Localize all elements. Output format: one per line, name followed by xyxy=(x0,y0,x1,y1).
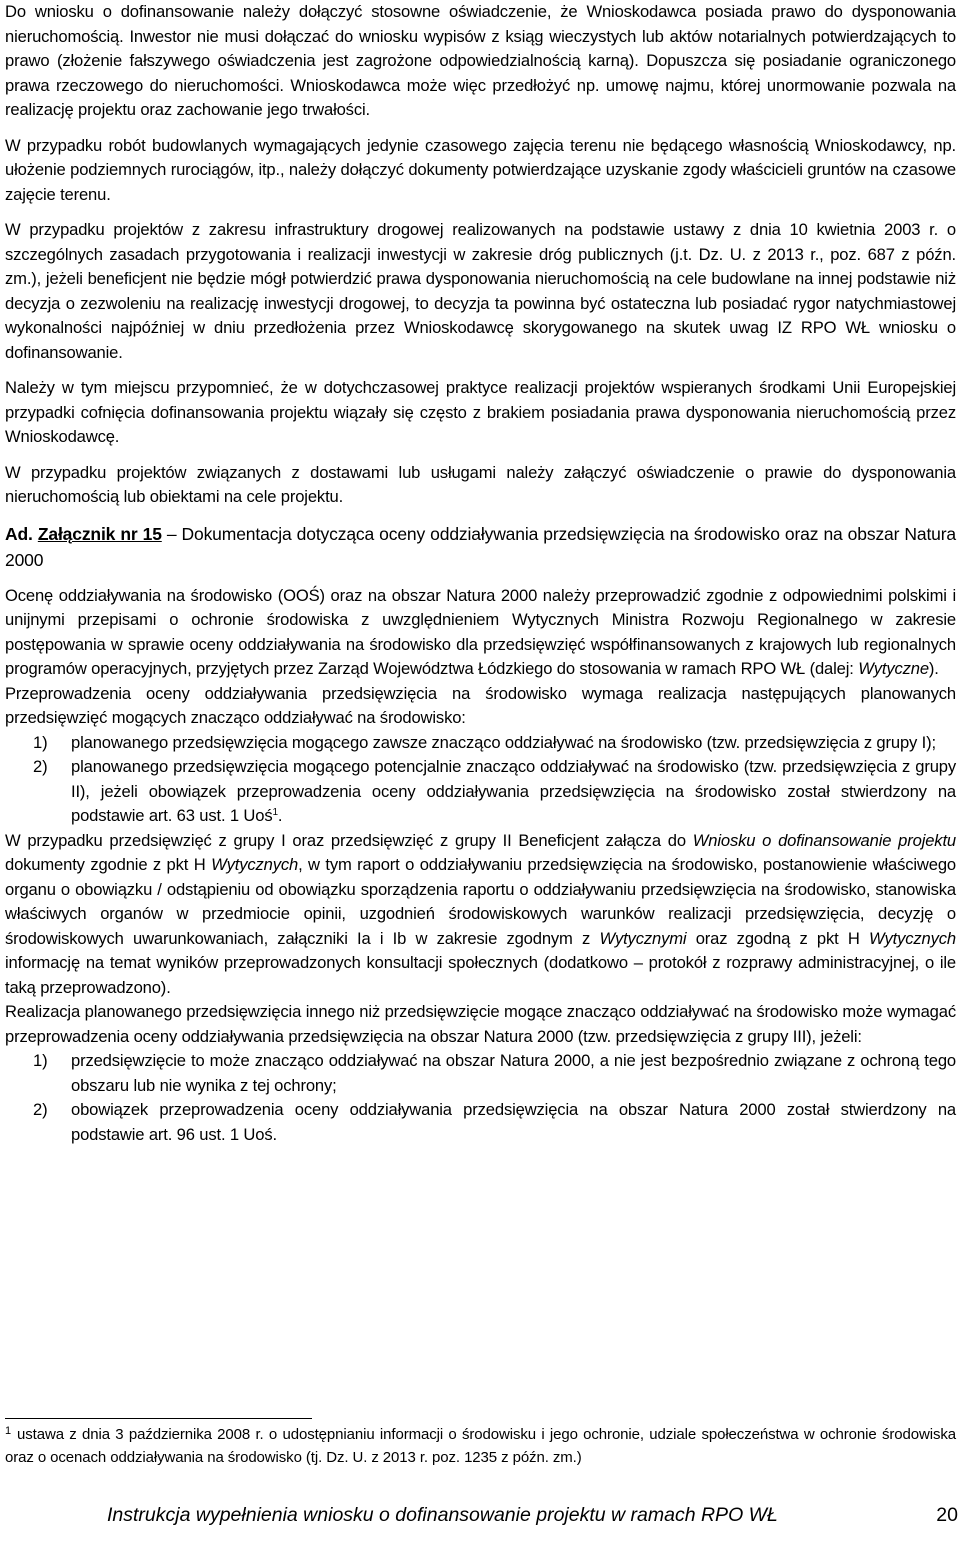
heading-ad: Ad. xyxy=(5,523,33,544)
list-item-text: planowanego przedsięwzięcia mogącego zawsze znacząco oddziaływać na środowisko (tzw. przedsięwzięcia z grupy I); xyxy=(71,732,936,752)
list-item-text: przedsięwzięcie to może znacząco oddziaływać na obszar Natura 2000, a nie jest bezpośrednio związane z ochroną tego obszaru lub nie wynika z tej ochrony; xyxy=(71,1051,956,1095)
page-number: 20 xyxy=(936,1504,958,1526)
list-number: 1) xyxy=(33,1051,48,1070)
text-run: dokumenty zgodnie z pkt H xyxy=(5,855,212,874)
paragraph-temporary-land-use: W przypadku robót budowlanych wymagających jedynie czasowego zajęcia terenu nie będącego własnością Wnioskodawcy, np. ułożenie podziemnych rurociągów, itp., należy dołączyć dokumenty potwierdzające uzyskanie zgody właścicieli gruntów na czasowe zajęcie terenu. xyxy=(5,135,956,204)
list-item xyxy=(5,1049,956,1098)
text-run: ). xyxy=(928,659,939,678)
text-run: , w tym raport o oddziaływaniu przedsięwzięcia na środowisko, postanowienie właściwego organu o obowiązku / odstąpieniu od obowiązku sporządzenia raportu o oddziaływaniu przedsięwzięcia na środowisko, stanowiska właściwych organów w przedmiocie opinii, uzgodnień środowiskowych warunków realizacji przedsięwzięcia, decyzję o środowiskowych uwarunkowaniach, załączniki Ia i Ib w zakresie zgodnym z xyxy=(5,855,956,948)
text-run-italic: Wytycznymi xyxy=(599,928,687,948)
list-item-tail: . xyxy=(277,806,283,825)
page-footer xyxy=(0,1504,960,1534)
text-run-italic: Wytycznych xyxy=(211,855,299,874)
footnote-mark: 1 xyxy=(5,1425,12,1437)
paragraph-beneficiary-documents xyxy=(5,829,956,1001)
text-run: W przypadku przedsięwzięć z grupy I oraz przedsięwzięć z grupy II Beneficjent załącza do xyxy=(5,830,693,850)
footnote-divider xyxy=(5,1418,312,1419)
paragraph-road-infrastructure: W przypadku projektów z zakresu infrastruktury drogowej realizowanych na podstawie ustawy z dnia 10 kwietnia 2003 r. o szczególnych zasadach przygotowania i realizacji inwestycji w zakresie dróg publicznych (j.t. Dz. U. z 2013 r., poz. 687 z późn. zm.), jeżeli beneficjent nie będzie mógł potwierdzić prawa dysponowania nieruchomością na cele budowlane na innej podstawie niż decyzja o zezwoleniu na realizację inwestycji drogowej, to decyzja ta powinna być ostateczna lub posiadać rygor natychmiastowej wykonalności najpóźniej w dniu przedłożenia przez Wnioskodawcę skorygowanego na skutek uwag IZ RPO WŁ wniosku o dofinansowanie. xyxy=(5,220,956,362)
paragraph-natura-2000: Realizacja planowanego przedsięwzięcia innego niż przedsięwzięcie mogące znacząco oddziaływać na środowisko może wymagać przeprowadzenia oceny oddziaływania przedsięwzięcia na obszar Natura 2000 (tzw. przedsięwzięcia z grupy III), jeżeli: xyxy=(5,1002,956,1046)
heading-dash: – xyxy=(161,523,182,544)
footnote-reference[interactable]: 1 xyxy=(272,807,278,818)
list-item xyxy=(5,731,956,756)
footnote xyxy=(5,1420,956,1469)
text-run: Ocenę oddziaływania na środowisko (OOŚ) oraz na obszar Natura 2000 należy przeprowadzić zgodnie z odpowiednimi polskimi i unijnymi przepisami o ochronie środowiska z uwzględnieniem Wytycznych Ministra Rozwoju Regionalnego w zakresie postępowania w sprawie oceny oddziaływania na środowisko dla przedsięwzięć współfinansowanych z krajowych lub regionalnych programów operacyjnych, przyjętych przez Zarząd Województwa Łódzkiego do stosowania w ramach RPO WŁ (dalej: xyxy=(5,585,956,678)
paragraph-eu-practice: Należy w tym miejscu przypomnieć, że w dotychczasowej praktyce realizacji projektów wspieranych środkami Unii Europejskiej przypadki cofnięcia dofinansowania projektu wiązały się często z brakiem posiadania prawa dysponowania nieruchomością przez Wnioskodawcę. xyxy=(5,378,956,446)
list-project-groups xyxy=(5,731,956,829)
document-body xyxy=(5,0,956,1147)
list-number: 1) xyxy=(33,732,48,752)
paragraph-property-rights: Do wniosku o dofinansowanie należy dołączyć stosowne oświadczenie, że Wnioskodawca posiada prawo do dysponowania nieruchomością. Inwestor nie musi dołączać do wniosku wypisów z ksiąg wieczystych lub aktów notarialnych potwierdzających to prawo (złożenie fałszywego oświadczenia jest zagrożone odpowiedzialnością karną). Dopuszcza się posiadanie ograniczonego prawa rzeczowego do nieruchomości. Wnioskodawca może więc przedłożyć np. umowę najmu, której unormowanie pozwala na realizację projektu oraz zachowanie jego trwałości. xyxy=(5,2,956,119)
text-run-italic: Wniosku o dofinansowanie projektu xyxy=(692,830,956,850)
paragraph-supplies-services: W przypadku projektów związanych z dostawami lub usługami należy załączyć oświadczenie o prawie do dysponowania nieruchomością lub obiektami na cele projektu. xyxy=(5,462,956,506)
footer-title: Instrukcja wypełnienia wniosku o dofinansowanie projektu w ramach RPO WŁ xyxy=(107,1504,778,1526)
heading-title: Dokumentacja dotycząca oceny oddziaływania przedsięwzięcia na środowisko oraz na obszar Natura 2000 xyxy=(5,523,956,570)
paragraph-assessment-required: Przeprowadzenia oceny oddziaływania przedsięwzięcia na środowisko wymaga realizacja następujących planowanych przedsięwzięć mogących znacząco oddziaływać na środowisko: xyxy=(5,683,956,727)
text-run: oraz zgodną z pkt H xyxy=(686,928,869,948)
list-number: 2) xyxy=(33,1100,48,1119)
section-heading xyxy=(5,521,956,573)
list-item xyxy=(5,755,956,829)
paragraph-oos-intro xyxy=(5,584,956,682)
list-natura-conditions xyxy=(5,1049,956,1147)
list-number: 2) xyxy=(33,757,48,776)
list-item-text: planowanego przedsięwzięcia mogącego potencjalnie znacząco oddziaływać na środowisko (tzw. przedsięwzięcia z grupy II), jeżeli obowiązek przeprowadzenia oceny oddziaływania przedsięwzięcia na środowisko został stwierdzony na podstawie art. 63 ust. 1 Uoś xyxy=(71,757,956,825)
text-run-italic: Wytycznych xyxy=(869,928,957,948)
list-item xyxy=(5,1098,956,1147)
heading-attachment-label: Załącznik nr 15 xyxy=(37,523,162,544)
footnote-text: ustawa z dnia 3 października 2008 r. o udostępnianiu informacji o środowisku i jego ochronie, udziale społeczeństwa w ochronie środowiska oraz o ocenach oddziaływania na środowisko (tj. Dz. U. z 2013 r. poz. 1235 z późn. zm.) xyxy=(5,1426,956,1466)
text-run: informację na temat wyników przeprowadzonych konsultacji społecznych (dodatkowo – protokół z rozprawy administracyjnej, o ile taką przeprowadzono). xyxy=(5,953,956,997)
list-item-text: obowiązek przeprowadzenia oceny oddziaływania przedsięwzięcia na obszar Natura 2000 został stwierdzony na podstawie art. 96 ust. 1 Uoś. xyxy=(71,1100,956,1144)
text-run-italic: Wytyczne xyxy=(858,659,929,678)
